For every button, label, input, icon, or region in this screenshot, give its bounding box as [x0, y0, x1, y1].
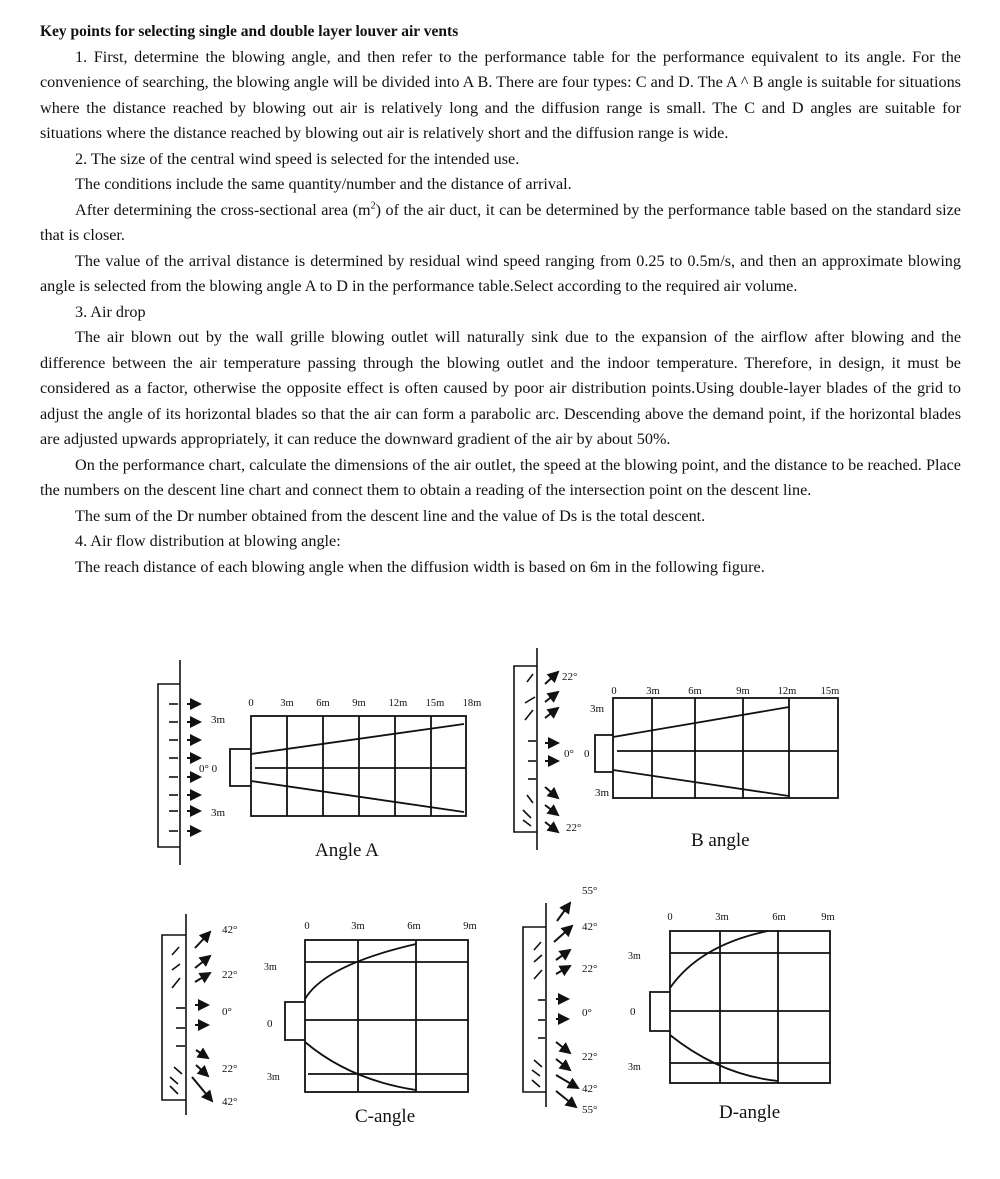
- label-top-3m: 3m: [211, 714, 226, 726]
- arrow-label-bottom-22: 22°: [566, 822, 582, 834]
- caption-angle-a: Angle A: [315, 840, 379, 861]
- x-axis-ticks: [248, 698, 481, 709]
- svg-text:9m: 9m: [821, 912, 835, 923]
- grid: [285, 940, 468, 1092]
- paragraph-2: 2. The size of the central wind speed is selected for the intended use.: [75, 149, 520, 168]
- wall-grille: [514, 648, 537, 850]
- arrow-labels: [582, 885, 597, 1115]
- caption-angle-b: B angle: [691, 830, 750, 851]
- svg-text:42°: 42°: [582, 921, 598, 933]
- airflow-arrows: [192, 932, 212, 1101]
- svg-text:6m: 6m: [772, 912, 786, 923]
- svg-text:12m: 12m: [388, 698, 408, 709]
- document-body: [40, 19, 961, 580]
- paragraph-10: 4. Air flow distribution at blowing angle:: [75, 532, 341, 550]
- svg-text:15m: 15m: [425, 698, 445, 709]
- paragraph-7: The air blown out by the wall grille blowing outlet will naturally sink due to the expansion of the airflow after blowing and the difference between the air temperature passing through the blowing outlet and the indoor temperature. Therefore, in design, it must be considered as a factor, otherwise the opposite effect is often caused by poor air distribution points.Using double-layer blades of the grid to adjust the angle of its horizontal blades so that the air can form a parabolic arc. Descending above the demand point, if the horizontal blades are adjusted upwards appropriately, it can reduce the downward gradient of the air by about 50%.: [40, 328, 961, 448]
- svg-text:6m: 6m: [688, 686, 702, 697]
- paragraph-4-start: After determining the cross-sectional area (m: [75, 200, 371, 219]
- superscript-2: 2: [370, 200, 376, 212]
- svg-text:15m: 15m: [820, 686, 840, 697]
- label-center: 0: [630, 1006, 636, 1018]
- paragraph-6: 3. Air drop: [75, 302, 146, 321]
- arrow-labels: [222, 924, 237, 1108]
- paragraph-11: The reach distance of each blowing angle when the diffusion width is based on 6m in the following figure.: [75, 557, 765, 576]
- wall-grille: [523, 903, 546, 1107]
- label-top-3m: 3m: [264, 962, 277, 973]
- svg-text:3m: 3m: [715, 912, 729, 923]
- svg-text:6m: 6m: [316, 698, 330, 709]
- svg-text:22°: 22°: [582, 963, 598, 975]
- paragraph-3: The conditions include the same quantity/number and the distance of arrival.: [75, 175, 572, 193]
- label-center: 0° 0: [199, 763, 218, 775]
- x-axis-ticks: [611, 686, 839, 697]
- paragraph-5: The value of the arrival distance is determined by residual wind speed ranging from 0.25 to 0.5m/s, and then an approximate blowing angle is selected from the blowing angle A to D in the performance table.Select according to the required air volume.: [40, 251, 961, 295]
- svg-text:22°: 22°: [582, 1051, 598, 1063]
- svg-text:12m: 12m: [777, 686, 797, 697]
- svg-text:3m: 3m: [351, 921, 365, 932]
- svg-text:0°: 0°: [582, 1007, 592, 1019]
- svg-text:42°: 42°: [222, 924, 238, 936]
- svg-text:9m: 9m: [352, 698, 366, 709]
- svg-text:0: 0: [304, 921, 310, 932]
- svg-text:42°: 42°: [222, 1096, 238, 1108]
- x-axis-ticks: [667, 912, 834, 923]
- svg-text:55°: 55°: [582, 885, 598, 897]
- document-title: Key points for selecting single and double layer louver air vents: [40, 23, 459, 40]
- label-center: 0: [584, 748, 590, 760]
- label-bottom-3m: 3m: [628, 1062, 641, 1073]
- svg-text:42°: 42°: [582, 1083, 598, 1095]
- svg-text:0: 0: [667, 912, 673, 923]
- paragraph-4: [40, 198, 961, 249]
- caption-angle-d: D-angle: [719, 1102, 781, 1123]
- grid: [230, 716, 466, 816]
- label-bottom-3m: 3m: [211, 807, 226, 819]
- label-top-3m: 3m: [590, 703, 605, 715]
- label-bottom-3m: 3m: [595, 787, 610, 799]
- label-bottom-3m: 3m: [267, 1072, 280, 1083]
- svg-text:0: 0: [611, 686, 617, 697]
- airflow-arrows: [545, 672, 558, 832]
- label-top-3m: 3m: [628, 951, 641, 962]
- svg-text:3m: 3m: [646, 686, 660, 697]
- paragraph-4-rest: ) of the air duct, it can be determined by the performance table based on the standard size that is closer.: [40, 200, 961, 244]
- diagram-angle-a: [150, 650, 490, 870]
- svg-text:3m: 3m: [280, 698, 294, 709]
- svg-text:22°: 22°: [222, 1063, 238, 1075]
- airflow-arrows: [554, 903, 578, 1107]
- x-axis-ticks: [304, 921, 476, 932]
- svg-text:0: 0: [248, 698, 254, 709]
- svg-text:55°: 55°: [582, 1104, 598, 1115]
- grid: [595, 698, 838, 798]
- svg-text:9m: 9m: [463, 921, 477, 932]
- diagram-angle-d: [510, 875, 850, 1115]
- paragraph-1: 1. First, determine the blowing angle, and then refer to the performance table for the performance equivalent to its angle. For the convenience of searching, the blowing angle will be divided into A B. There are four types: C and D. The A ^ B angle is suitable for situations where the distance reached by blowing out air is relatively long and the diffusion range is small. The C and D angles are suitable for situations where the distance reached by blowing out air is relatively short and the diffusion range is wide.: [40, 47, 961, 142]
- paragraph-9: The sum of the Dr number obtained from the descent line and the value of Ds is the total descent.: [75, 506, 706, 525]
- label-center: 0: [267, 1018, 273, 1030]
- diagram-angle-c: [150, 900, 490, 1120]
- arrow-label-top-22: 22°: [562, 671, 578, 683]
- svg-text:18m: 18m: [462, 698, 482, 709]
- svg-text:6m: 6m: [407, 921, 421, 932]
- svg-text:0°: 0°: [222, 1006, 232, 1018]
- wall-grille: [162, 914, 186, 1115]
- paragraph-8: On the performance chart, calculate the dimensions of the air outlet, the speed at the blowing point, and the distance to be reached. Place the numbers on the descent line chart and connect them to obtain a reading of the intersection point on the descent line.: [40, 455, 961, 499]
- svg-text:9m: 9m: [736, 686, 750, 697]
- svg-text:22°: 22°: [222, 969, 238, 981]
- caption-angle-c: C-angle: [355, 1106, 416, 1127]
- grid: [650, 931, 830, 1083]
- wall-grille: [158, 660, 180, 865]
- arrow-label-0: 0°: [564, 748, 574, 760]
- diagram-angle-b: [500, 640, 850, 860]
